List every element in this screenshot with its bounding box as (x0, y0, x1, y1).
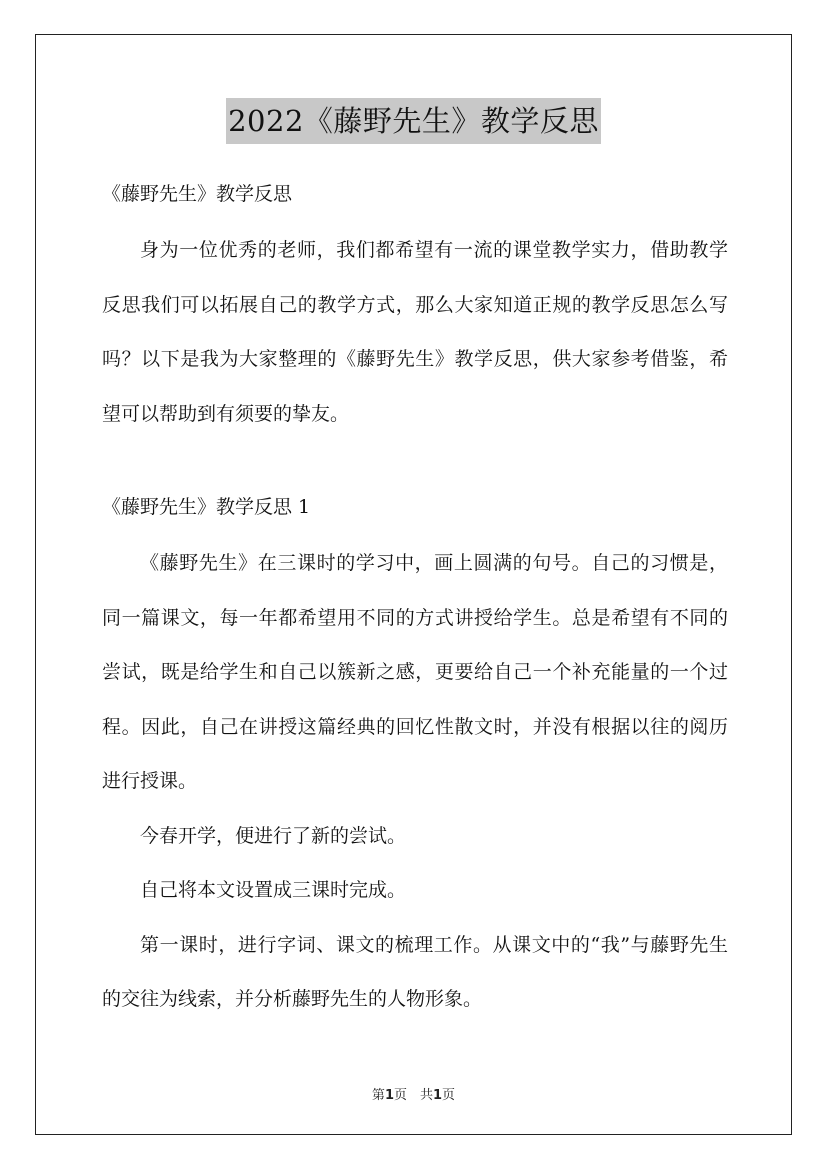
body-paragraph: 第一课时，进行字词、课文的梳理工作。从课文中的“我”与藤野先生的交往为线索，并分析藤野先生的人物形象。 (102, 933, 728, 1010)
body-paragraph: 《藤野先生》在三课时的学习中，画上圆满的句号。自己的习惯是，同一篇课文，每一年都希望用不同的方式讲授给学生。总是希望有不同的尝试，既是给学生和自己以簇新之感，更要给自己一个补充能量的一个过程。因此，自己在讲授这篇经典的回忆性散文时，并没有根据以往的阅历进行授课。 (102, 552, 728, 792)
document-body (102, 172, 728, 1027)
page-footer (0, 1084, 827, 1103)
page-prefix: 第 (371, 1088, 385, 1103)
page-suffix: 页 (442, 1088, 456, 1103)
body-paragraph: 今春开学，便进行了新的尝试。 (140, 824, 407, 847)
body-paragraph: 自己将本文设置成三课时完成。 (140, 879, 407, 901)
page-mid: 页 共 (393, 1088, 433, 1103)
page-current: 1 (384, 1088, 394, 1103)
title-container (0, 98, 827, 144)
document-subtitle: 《藤野先生》教学反思 (102, 183, 293, 205)
document-title: 2022《藤野先生》教学反思 (226, 98, 601, 144)
spacer (102, 441, 728, 485)
section-heading: 《藤野先生》教学反思 1 (102, 496, 311, 518)
page-total: 1 (433, 1088, 443, 1103)
intro-paragraph: 身为一位优秀的老师，我们都希望有一流的课堂教学实力，借助教学反思我们可以拓展自己的教学方式，那么大家知道正规的教学反思怎么写吗？以下是我为大家整理的《藤野先生》教学反思，供大家参考借鉴，希望可以帮助到有须要的挚友。 (102, 239, 728, 425)
